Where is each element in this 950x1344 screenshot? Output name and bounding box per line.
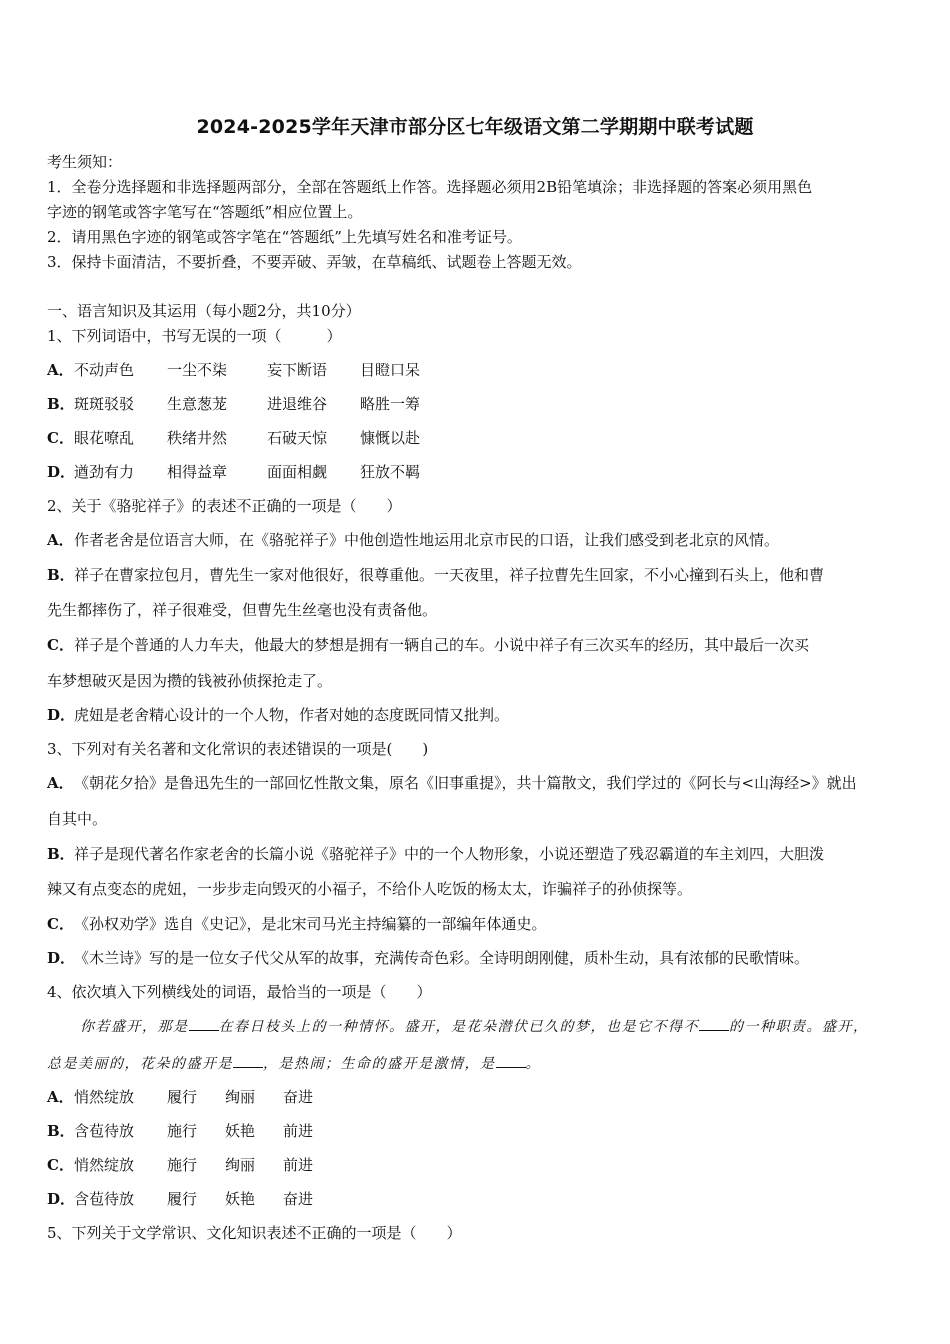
page-title: 2024-2025学年天津市部分区七年级语文第二学期期中联考试题 [196, 116, 754, 138]
option-word: 眼花嘹乱 [74, 429, 135, 447]
option-label: B． [47, 1122, 75, 1140]
option-text: C．祥子是个普通的人力车夫，他最大的梦想是拥有一辆自己的车。小说中祥子有三次买车的经历，其中最后一次买 [47, 636, 810, 654]
option-word: 目瞪口呆 [360, 361, 421, 379]
question-stem: 2、关于《骆驼祥子》的表述不正确的一项是（ ） [47, 497, 402, 515]
option-text: B．祥子是现代著名作家老舍的长篇小说《骆驼祥子》中的一个人物形象，小说还塑造了残忍霸道的车主刘四，大胆泼 [47, 845, 825, 863]
option-row [47, 360, 420, 380]
option-label: D． [47, 1190, 76, 1208]
option-text-cont: 辣又有点变态的虎妞，一步步走向毁灭的小福子，不给仆人吃饭的杨太太，诈骗祥子的孙侦探等。 [47, 880, 693, 898]
option-text: C．《孙权劝学》选自《史记》，是北宋司马光主持编纂的一部编年体通史。 [47, 915, 547, 933]
notice-heading: 考生须知： [47, 153, 123, 171]
notice-item: 2．请用黑色字迹的钢笔或答字笔在“答题纸”上先填写姓名和准考证号。 [47, 228, 522, 246]
option-word: 妖艳 [225, 1122, 256, 1140]
option-word: 妖艳 [225, 1190, 256, 1208]
option-word: 前进 [283, 1156, 314, 1174]
option-text-cont: 自其中。 [47, 810, 108, 828]
passage-line: 你若盛开，那是 在春日枝头上的一种情怀。盛开，是花朵潜伏已久的梦，也是它不得不 的一种职责。盛开， [80, 1016, 869, 1037]
option-label: C． [47, 429, 74, 447]
option-word: 狂放不羁 [360, 463, 421, 481]
option-label: D． [47, 463, 76, 481]
option-text: D．虎妞是老舍精心设计的一个人物，作者对她的态度既同情又批判。 [47, 706, 510, 724]
option-word: 进退维谷 [267, 395, 328, 413]
option-label: C． [47, 1156, 74, 1174]
option-word: 绚丽 [225, 1156, 256, 1174]
option-word: 前进 [283, 1122, 314, 1140]
option-row [47, 1189, 313, 1209]
passage-line: 总是美丽的，花朵的盛开是 ，是热闹；生命的盛开是激情，是 。 [47, 1053, 541, 1074]
option-word: 绚丽 [225, 1088, 256, 1106]
fill-blank [496, 1053, 526, 1068]
question-stem: 5、下列关于文学常识、文化知识表述不正确的一项是（ ） [47, 1224, 462, 1242]
option-row [47, 428, 420, 448]
option-row [47, 1155, 313, 1175]
option-word: 不动声色 [74, 361, 135, 379]
option-word: 斑斑驳驳 [74, 395, 135, 413]
option-text: A．《朝花夕拾》是鲁迅先生的一部回忆性散文集，原名《旧事重提》，共十篇散文，我们学过的《阿长与<山海经>》就出 [47, 774, 857, 792]
option-row [47, 462, 420, 482]
notice-item: 字迹的钢笔或答字笔写在“答题纸”相应位置上。 [47, 203, 363, 221]
question-stem: 1、下列词语中，书写无误的一项（ ） [47, 327, 342, 345]
option-word: 妄下断语 [267, 361, 328, 379]
notice-item: 1．全卷分选择题和非选择题两部分，全部在答题纸上作答。选择题必须用2B铅笔填涂；非选择题的答案必须用黑色 [47, 178, 813, 196]
notice-item: 3．保持卡面清洁，不要折叠，不要弄破、弄皱，在草稿纸、试题卷上答题无效。 [47, 253, 582, 271]
option-word: 面面相觑 [267, 463, 328, 481]
option-text-cont: 先生都摔伤了，祥子很难受，但曹先生丝毫也没有责备他。 [47, 601, 438, 619]
option-word: 相得益章 [167, 463, 228, 481]
option-word: 遒劲有力 [74, 463, 135, 481]
fill-blank [233, 1053, 263, 1068]
option-text: B．祥子在曹家拉包月，曹先生一家对他很好，很尊重他。一天夜里，祥子拉曹先生回家，不小心撞到石头上，他和曹 [47, 566, 825, 584]
option-label: B． [47, 395, 75, 413]
fill-blank [699, 1016, 729, 1031]
option-word: 奋进 [283, 1190, 314, 1208]
option-row [47, 1087, 313, 1107]
question-stem: 3、下列对有关名著和文化常识的表述错误的一项是( ) [47, 740, 429, 758]
option-word: 施行 [167, 1122, 198, 1140]
option-word: 悄然绽放 [74, 1088, 135, 1106]
option-row [47, 394, 420, 414]
option-word: 施行 [167, 1156, 198, 1174]
option-word: 履行 [167, 1190, 198, 1208]
option-word: 秩绪井然 [167, 429, 228, 447]
option-word: 含苞待放 [74, 1190, 135, 1208]
option-word: 悄然绽放 [74, 1156, 135, 1174]
option-word: 生意葱茏 [167, 395, 228, 413]
option-word: 慷慨以赴 [360, 429, 421, 447]
question-stem: 4、依次填入下列横线处的词语，最恰当的一项是（ ） [47, 983, 432, 1001]
option-word: 一尘不柒 [167, 361, 228, 379]
option-text: D．《木兰诗》写的是一位女子代父从军的故事，充满传奇色彩。全诗明朗刚健，质朴生动，具有浓郁的民歌情味。 [47, 949, 810, 967]
option-label: A． [47, 1088, 74, 1106]
option-word: 略胜一筹 [360, 395, 421, 413]
section-heading: 一、语言知识及其运用（每小题2分，共10分） [47, 302, 361, 320]
option-text: A．作者老舍是位语言大师，在《骆驼祥子》中他创造性地运用北京市民的口语，让我们感受到老北京的风情。 [47, 531, 780, 549]
option-label: A． [47, 361, 74, 379]
option-word: 含苞待放 [74, 1122, 135, 1140]
fill-blank [189, 1016, 219, 1031]
option-word: 石破天惊 [267, 429, 328, 447]
option-text-cont: 车梦想破灭是因为攒的钱被孙侦探抢走了。 [47, 672, 333, 690]
option-row [47, 1121, 313, 1141]
option-word: 奋进 [283, 1088, 314, 1106]
option-word: 履行 [167, 1088, 198, 1106]
